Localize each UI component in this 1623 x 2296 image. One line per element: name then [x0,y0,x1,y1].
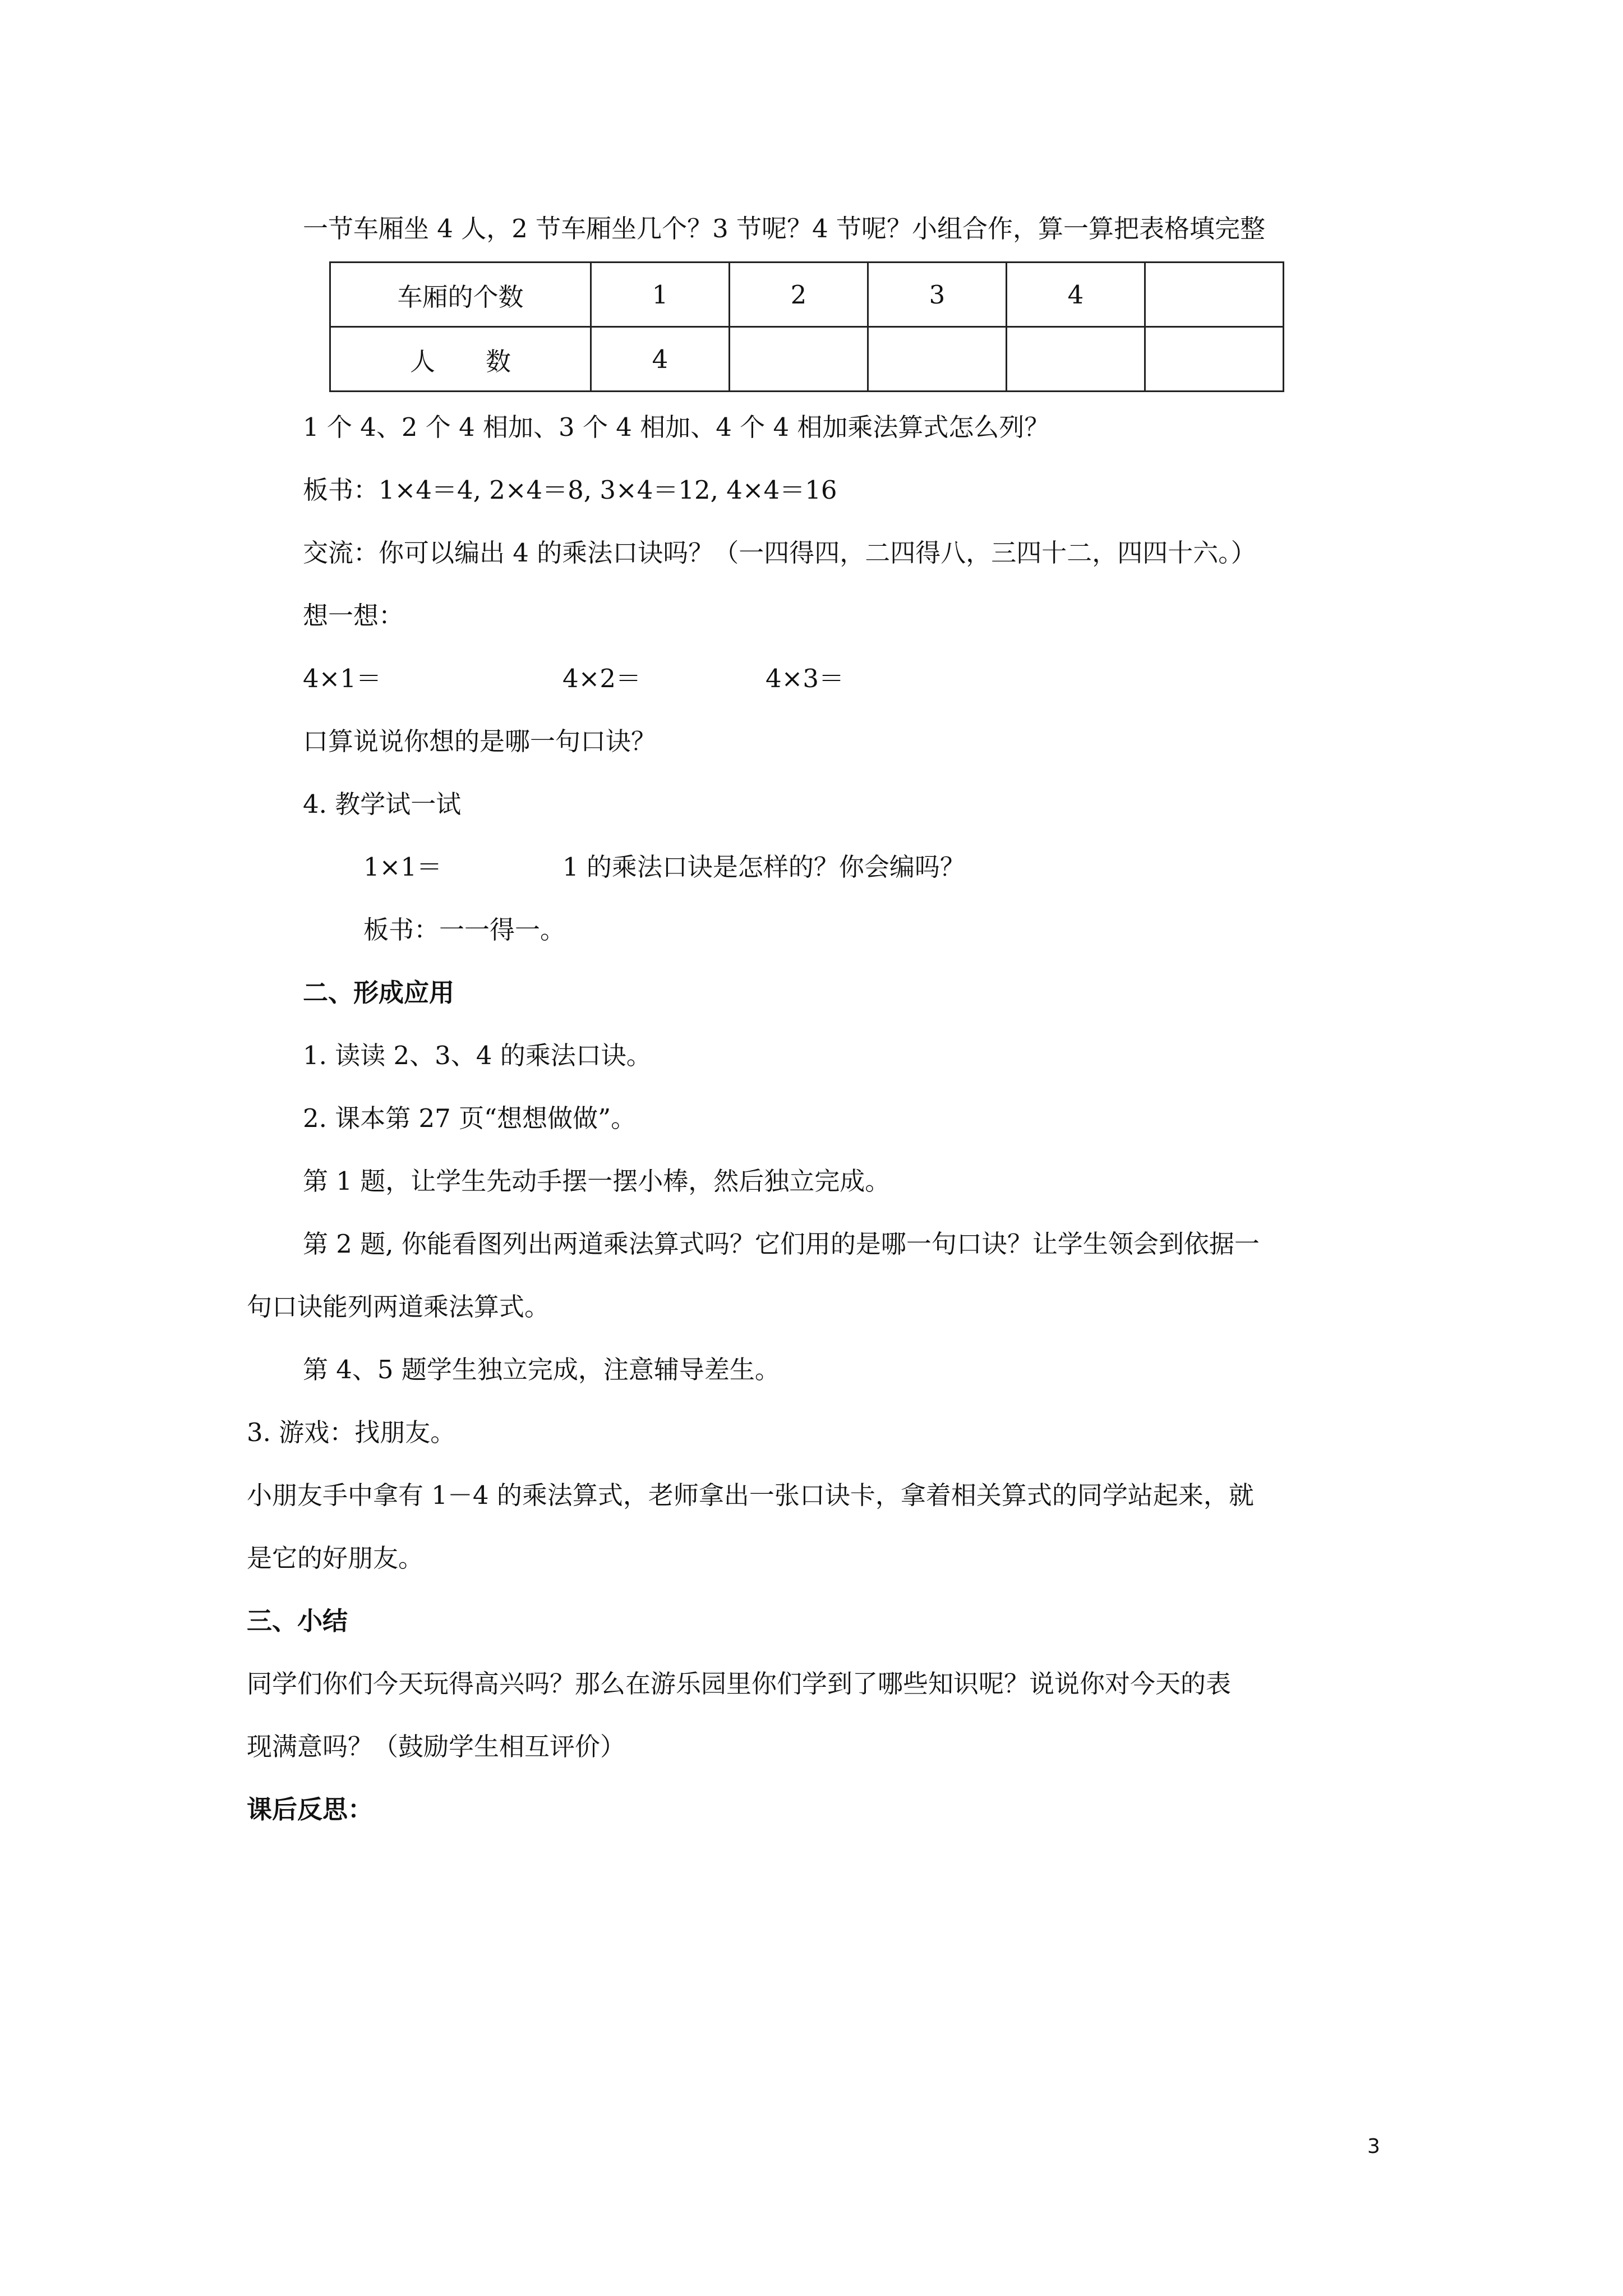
table-cell: 4 [591,327,730,392]
paragraph: 句口诀能列两道乘法算式。 [247,1292,550,1322]
section-heading: 三、小结 [247,1606,348,1636]
table-cell [1145,263,1284,327]
question-line: 1 个 4、2 个 4 相加、3 个 4 相加、4 个 4 相加乘法算式怎么列？ [303,412,1050,442]
think-label: 想一想： [303,601,404,631]
table-cell: 1 [591,263,730,327]
table-cell [730,327,868,392]
table-cell [1145,327,1284,392]
try-question: 1 的乘法口诀是怎样的？你会编吗？ [562,852,965,882]
table-cell: 3 [868,263,1007,327]
paragraph: 第 4、5 题学生独立完成，注意辅导差生。 [303,1355,780,1384]
paragraph: 小朋友手中拿有 1－4 的乘法算式，老师拿出一张口诀卡，拿着相关算式的同学站起来，就 [247,1480,1254,1510]
page-number: 3 [1367,2135,1380,2158]
calc-item: 4×2＝ [562,664,641,693]
oral-question: 口算说说你想的是哪一句口诀？ [303,726,657,756]
reflection-label: 课后反思： [247,1795,374,1824]
calc-item: 4×1＝ [303,664,381,693]
paragraph: 第 2 题, 你能看图列出两道乘法算式吗？它们用的是哪一句口诀？让学生领会到依据一 [303,1229,1260,1259]
paragraph: 现满意吗？（鼓励学生相互评价） [247,1732,626,1761]
paragraph: 是它的好朋友。 [247,1543,424,1573]
paragraph: 1. 读读 2、3、4 的乘法口诀。 [303,1041,652,1070]
table-cell: 4 [1007,263,1145,327]
table-cell: 2 [730,263,868,327]
calc-item: 4×3＝ [766,664,844,693]
paragraph: 2. 课本第 27 页“想想做做”。 [303,1103,637,1133]
paragraph: 3. 游戏：找朋友。 [247,1418,456,1447]
table-row [330,327,1284,392]
calc-item: 1×1＝ [363,852,442,882]
table-row [330,263,1284,327]
exchange-line: 交流：你可以编出 4 的乘法口诀吗？（一四得四，二四得八，三四十二，四四十六。） [303,538,1256,568]
table-cell [868,327,1007,392]
paragraph: 第 1 题，让学生先动手摆一摆小棒，然后独立完成。 [303,1166,891,1196]
paragraph: 同学们你们今天玩得高兴吗？那么在游乐园里你们学到了哪些知识呢？说说你对今天的表 [247,1669,1232,1699]
board-writing: 板书：一一得一。 [363,915,566,945]
table-header-cell: 车厢的个数 [330,263,591,327]
section-heading: 二、形成应用 [303,978,455,1007]
table-header-cell: 人 数 [330,327,591,392]
board-writing: 板书：1×4＝4, 2×4＝8, 3×4＝12, 4×4＝16 [303,475,837,505]
carriage-table [329,261,1284,392]
table-cell [1007,327,1145,392]
try-title: 4. 教学试一试 [303,789,462,819]
intro-text: 一节车厢坐 4 人，2 节车厢坐几个？3 节呢？4 节呢？小组合作，算一算把表格填完整 [303,214,1266,243]
